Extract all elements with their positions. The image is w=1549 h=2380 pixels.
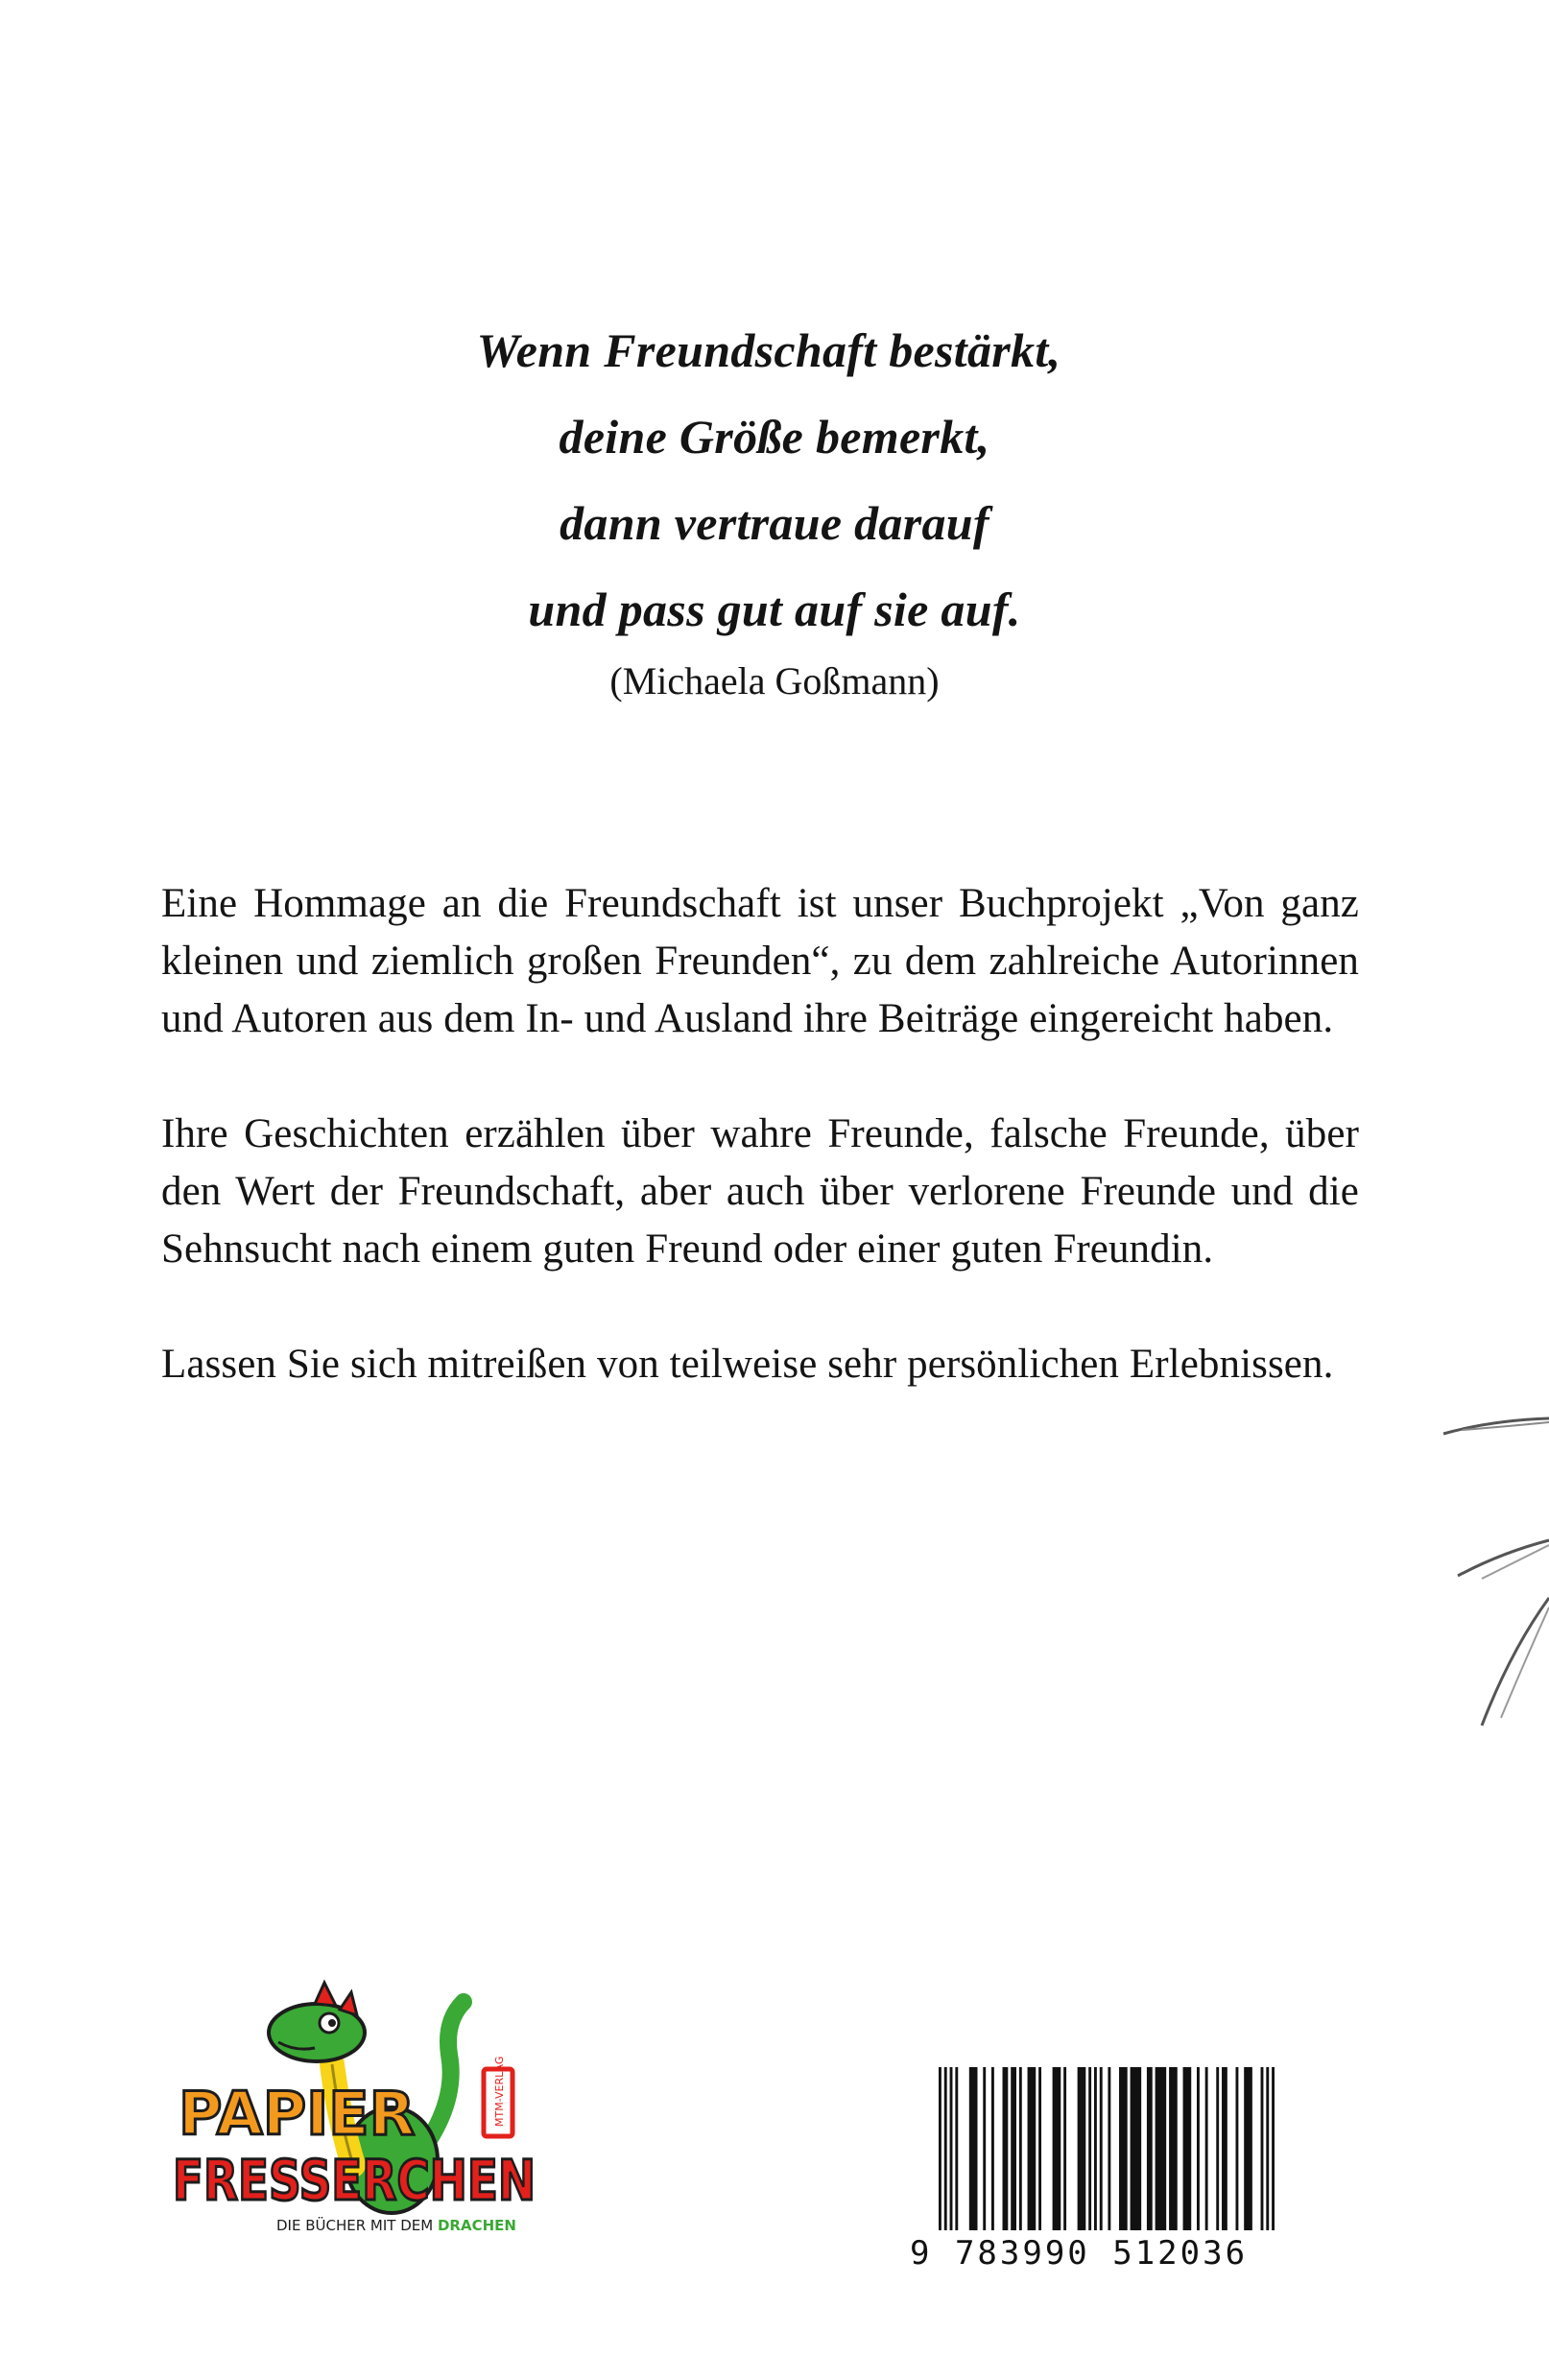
blurb-paragraph: Ihre Geschichten erzählen über wahre Freunde, falsche Freunde, über den Wert der Freundschaft, aber auch über verlorene Freunde und die Sehnsucht nach einem guten Freund oder einer guten Freundin. (161, 1111, 1359, 1272)
barcode-bar (1272, 2067, 1275, 2230)
logo-tagline-prefix: DIE BÜCHER MIT DEM (276, 2217, 434, 2234)
barcode-bar (1119, 2067, 1128, 2230)
barcode-bar (1094, 2067, 1097, 2230)
barcode-bar (1156, 2067, 1167, 2230)
dragon-logo-graphic (171, 1964, 545, 2251)
blurb-text (161, 875, 1359, 1451)
logo-tagline-highlight: DRACHEN (437, 2217, 516, 2234)
barcode-bar (944, 2067, 947, 2230)
barcode-bar (1266, 2067, 1269, 2230)
poem-line: Wenn Freundschaft bestärkt, (476, 323, 1061, 377)
barcode-bar (950, 2067, 953, 2230)
poem-line: deine Größe bemerkt, (559, 410, 990, 464)
barcode-bar (1197, 2067, 1200, 2230)
barcode-bar (1147, 2067, 1153, 2230)
barcode-bar (991, 2067, 994, 2230)
barcode-bar (1131, 2067, 1142, 2230)
barcode-bar (1183, 2067, 1192, 2230)
barcode-bar (955, 2067, 958, 2230)
barcode-bar (1088, 2067, 1091, 2230)
barcode-bar (1019, 2067, 1022, 2230)
barcode-bar (1205, 2067, 1208, 2230)
logo-word-papier: PAPIER (179, 2079, 416, 2149)
barcode-bar (1011, 2067, 1016, 2230)
barcode-bar (1169, 2067, 1178, 2230)
barcode-bar (1003, 2067, 1009, 2230)
barcode-bar (1236, 2067, 1239, 2230)
poem-line: und pass gut auf sie auf. (528, 583, 1021, 636)
logo-badge-text: MTM-VERLAG (493, 2056, 506, 2127)
poem-line: dann vertraue darauf (560, 496, 989, 550)
isbn-barcode (910, 2067, 1294, 2282)
barcode-bar (1038, 2067, 1041, 2230)
barcode-bar (1063, 2067, 1066, 2230)
blurb-paragraph: Eine Hommage an die Freundschaft ist unser Buchprojekt „Von ganz kleinen und ziemlich großen Freunden“, zu dem zahlreiche Autorinnen und Autoren aus dem In- und Ausland ihre Beiträge eingereicht haben. (161, 881, 1359, 1041)
barcode-bar (1261, 2067, 1264, 2230)
barcode-bar (939, 2067, 941, 2230)
barcode-bar (969, 2067, 978, 2230)
barcode-bars (939, 2067, 1275, 2230)
logo-tagline (276, 2216, 516, 2234)
barcode-bar (1028, 2067, 1037, 2230)
barcode-bar (1100, 2067, 1103, 2230)
barcode-bar (1216, 2067, 1219, 2230)
publisher-logo (171, 1964, 545, 2251)
barcode-bar (1053, 2067, 1061, 2230)
barcode-bar (1108, 2067, 1110, 2230)
barcode-digits: 9 783990 512036 (910, 2234, 1249, 2273)
poem-attribution: (Michaela Goßmann) (609, 659, 940, 702)
poem (0, 307, 1549, 653)
barcode-bar (983, 2067, 986, 2230)
barcode-bar (1244, 2067, 1252, 2230)
logo-word-fresserchen: FRESSERCHEN (173, 2148, 536, 2213)
blurb-paragraph: Lassen Sie sich mitreißen von teilweise sehr persönlichen Erlebnissen. (161, 1342, 1334, 1387)
whiskers-decoration (1405, 1392, 1549, 1747)
barcode-bar (1222, 2067, 1227, 2230)
barcode-bar (1078, 2067, 1086, 2230)
